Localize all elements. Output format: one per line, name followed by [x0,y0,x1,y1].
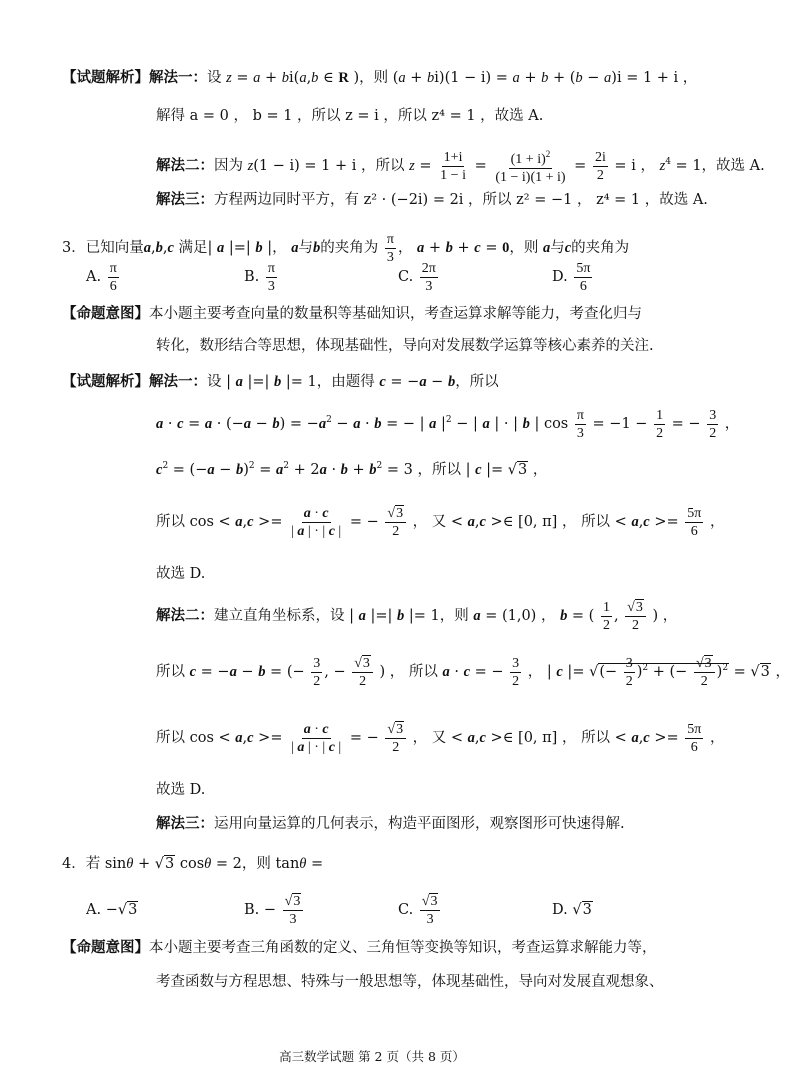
text: ，则 [509,240,539,256]
q2-method3 [156,190,708,210]
q3-intent-1 [62,304,642,324]
intent-label: 【命题意图】 [62,939,149,956]
text: 所以 [431,462,461,478]
q4-intent-2: 考查函数与方程思想、特殊与一般思想等，体现基础性，导向对发展直观想象、 [156,974,664,990]
text: 满足 [178,240,208,256]
q3-method1-line3: $c^2 = (-a - b)^2 = a^2 + 2a \cdot b + b^2 = 3$ ，所以 | c |= √3 ， [156,461,548,478]
q4-intent-1 [62,938,657,958]
text: 所以 cos [156,514,214,530]
text: 所以 cos [156,730,214,746]
text: 所以 [408,664,438,680]
method-label: 解法二： [156,607,214,624]
text: 所以 [375,158,405,174]
text: 本小题主要考查三角函数的定义、三角恒等变换等知识，考查运算求解能力等， [149,940,657,956]
option-d: D. $\frac{5\pi}{6}$ [552,260,591,294]
q3-method2-answer: 故选 D. [156,782,206,798]
method-label: 解法一： [149,373,207,390]
text: 所以 [581,730,611,746]
option-c: C. $\frac{2\pi}{3}$ [398,260,436,294]
q3-method3 [156,814,625,834]
method-label: 解法二： [156,157,214,174]
text: 3．已知向量 [62,240,144,256]
text: 所以 [156,664,185,680]
text: ，故选 A. [701,158,765,174]
q3-method2-line2: 所以 c = −a − b = (− $\frac{3}{2}$ , − $\frac{√3}{2}$ ) ， 所以 a · c = − $\frac{3}{2}$ ， | c |= √(− $\frac{3}{2}$ )$^2$ + (− $\frac{√3}{2}$ )$^2$ = √3 ， [156,655,790,689]
text: 与 [550,240,565,256]
q3-method1-line2: $a \cdot c = a \cdot (-a - b) = -a^2 - a \cdot b$ = − | a $|^2$ − | a | · | b | cos $\frac{\pi}{3}$ = −1 − $\frac{1}{2}$ = − $\frac{3}{2}$ ， [156,407,740,441]
text: ，则 [439,608,469,624]
text: ，则 [241,856,271,872]
q3-method2-line1: 解法二：建立直角坐标系，设 | a |=| b |= 1，则 a = (1,0) ， b = ( $\frac{1}{2}$ , $\frac{√3}{2}$ ) ， [156,599,678,633]
q3-method2-line3: 所以 cos < a,c >= $\frac{a \cdot c}{| a | \cdot | c |}$ = − $\frac{√3}{2}$ ， 又 < a,c >∈ [0, π] ， 所以 < a,c >= $\frac{5\pi}{6}$ ， [156,721,725,755]
text: 的夹角为 [320,240,379,256]
q2-method2: 解法二：因为 z(1 − i) = 1 + i ，所以 z = $\frac{1+i}{1 - i}$ = $\frac{(1 + i)^2}{(1 - i)(1 + i)}$ = $\frac{2i}{2}$ = i ， $z^4 = 1$，故选 A. [156,142,765,186]
q2-method1-line1: 【试题解析】解法一：设 z = a + bi(a,b ∈ R )，则 (a + bi)(1 − i) = a + b + (b − a)i = 1 + i ， [62,69,698,86]
option-c: C. $\frac{√3}{3}$ [398,890,442,930]
q3-intent-2: 转化，数形结合等思想，体现基础性，导向对发展数学运算等核心素养的关注. [156,338,654,354]
method-label: 解法一： [149,69,207,86]
q4-stem: 4．若 sinθ + √3 cosθ = 2，则 tanθ = [62,856,324,872]
text: 方程两边同时平方，有 z² · (−2i) = 2i ，所以 z² = −1 ， z⁴ = 1 ，故选 A. [214,192,708,208]
analysis-label: 【试题解析】 [62,69,149,86]
q3-method1-line4: 所以 cos < a,c >= $\frac{a \cdot c}{| a | \cdot | c |}$ = − $\frac{√3}{2}$ ， 又 < a,c >∈ [0, π] ， 所以 < a,c >= $\frac{5\pi}{6}$ ， [156,505,725,539]
page-footer: 高三数学试题 第 2 页（共 8 页） [279,1049,465,1064]
option-b: B. $\frac{\pi}{3}$ [244,260,275,294]
text: 又 [431,730,447,746]
text: 所以 [581,514,611,530]
text: 因为 [214,158,243,174]
text: 运用向量运算的几何表示，构造平面图形，观察图形可快速得解. [214,816,625,832]
q2-method1-line2: 解得 a = 0 ， b = 1 ，所以 z = i ，所以 z⁴ = 1 ，故选 A. [156,108,544,124]
text: 本小题主要考查向量的数量积等基础知识，考查运算求解等能力，考查化归与 [149,306,642,322]
method-label: 解法三： [156,191,214,208]
text: 设 [207,70,222,86]
option-d: D. √3 [552,902,592,918]
q3-stem: 3．已知向量a,b,c 满足| a |=| b |， a与b的夹角为 $\frac{\pi}{3}$ ， a + b + c = 0，则 a与c的夹角为 [62,231,630,265]
text: ，则 [359,70,389,86]
option-b: B. − $\frac{√3}{3}$ [244,890,305,930]
text: 与 [298,240,313,256]
text: 又 [431,514,447,530]
text: 的夹角为 [571,240,630,256]
option-a: A. $\frac{\pi}{6}$ [86,260,117,294]
text: ，由题得 [316,374,375,390]
method-label: 解法三： [156,815,214,832]
intent-label: 【命题意图】 [62,305,149,322]
text: ，所以 [455,374,499,390]
text: 建立直角坐标系，设 [214,608,345,624]
text: 设 [207,374,222,390]
analysis-label: 【试题解析】 [62,373,149,390]
q3-method1-line1: 【试题解析】解法一：设 | a |=| b |= 1，由题得 c = −a − b，所以 [62,373,499,390]
q3-method1-answer: 故选 D. [156,566,206,582]
option-a: A. −√3 [86,902,138,918]
text: 4．若 [62,856,101,872]
